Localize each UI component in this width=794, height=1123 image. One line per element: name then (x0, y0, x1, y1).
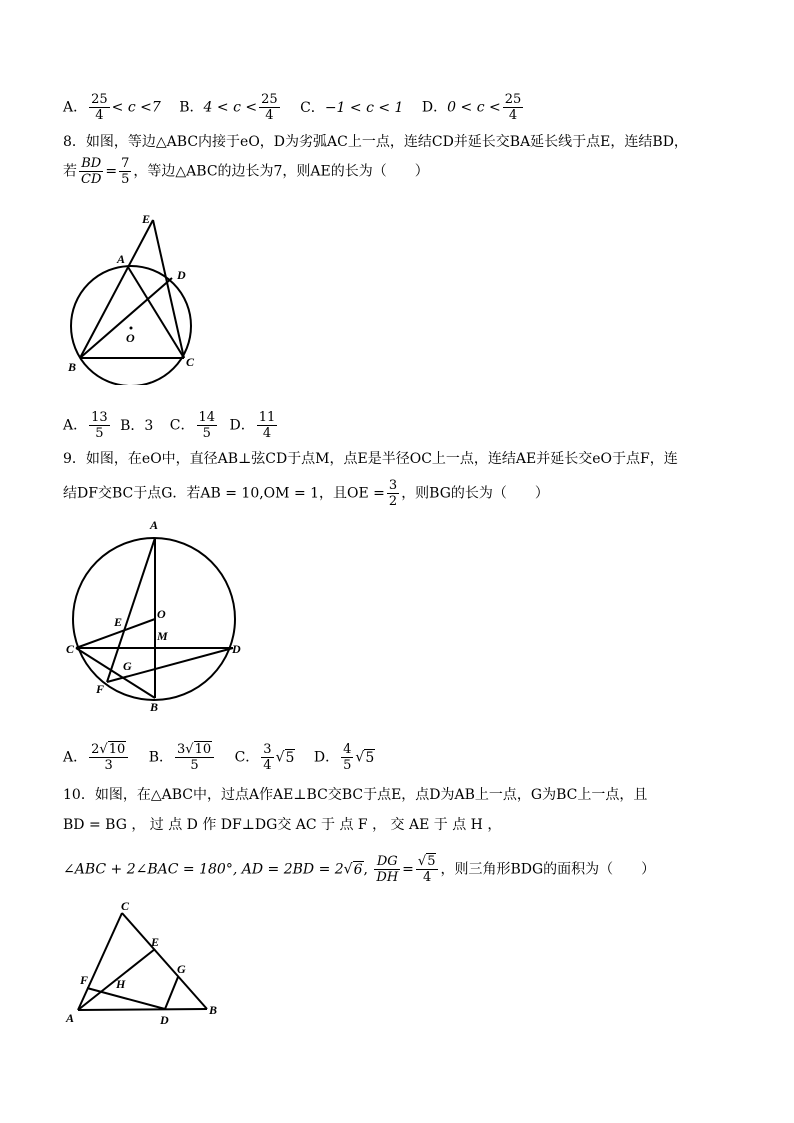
circle-o (71, 266, 191, 385)
q10-stem-line1: 10．如图，在△ABC中，过点A作AE⊥BC交BC于点E，点D为AB上一点，G为BC上一点，且 (63, 787, 648, 803)
segment-fd (87, 988, 165, 1009)
label-h: H (116, 977, 126, 991)
center-point (130, 327, 133, 330)
fraction: $\frac{11}{4}$ (258, 410, 276, 441)
q9-figure (60, 515, 260, 720)
fraction: $\frac{3}{2}$ (388, 478, 398, 509)
q8-stem-line1: 8．如图，等边△ABC内接于eO，D为劣弧AC上一点，连结CD并延长交BA延长线于点E，连结BD， (63, 134, 688, 150)
q9-option-d[interactable]: D． $\frac{4}{5}$ √5 (313, 742, 375, 773)
label-o: O (157, 607, 166, 621)
q9-option-c[interactable]: C． $\frac{3}{4}$ √5 (234, 742, 295, 773)
label-f: F (80, 973, 89, 987)
segment-ab (78, 1009, 207, 1010)
label-a: A (66, 1011, 75, 1025)
q8-option-b[interactable]: B．3 (120, 417, 154, 434)
fraction: $\frac{25}{4}$ (504, 92, 522, 123)
q9-options (63, 742, 389, 773)
fraction: $\frac{4}{5}$ (343, 742, 352, 773)
label-c: C (186, 355, 195, 369)
fraction: $\frac{3}{4}$ (263, 742, 272, 773)
label-a: A (150, 518, 159, 532)
label-o: O (126, 331, 135, 345)
label-b: B (68, 360, 77, 374)
label-m: M (157, 629, 168, 643)
label-e: E (114, 615, 123, 629)
q8-option-c[interactable]: C． $\frac{14}{5}$ (169, 410, 216, 441)
q7-option-a[interactable]: A． $\frac{25}{4}$ < c <7 (63, 92, 161, 123)
label-d: D (160, 1013, 169, 1027)
q7-option-d[interactable]: D．0 < c < $\frac{25}{4}$ (421, 92, 522, 123)
q8-figure (60, 205, 220, 385)
q7-options (63, 92, 539, 123)
segment-cb (122, 913, 207, 1009)
q8-options (63, 410, 293, 441)
q9-stem-line2: 结DF交BC于点G．若AB = 10,OM = 1，且OE = $\frac{3}{2}$ ，则BG的长为（ ） (63, 478, 549, 509)
q9-option-b[interactable]: B． $\frac{3√10}{5}$ (149, 742, 216, 773)
label-d: D (232, 642, 241, 656)
fraction: $\frac{7}{5}$ (121, 156, 130, 187)
q7-option-b[interactable]: B．4 < c < $\frac{25}{4}$ (179, 92, 278, 123)
segment-bd (80, 278, 172, 358)
q9-stem-line1: 9．如图，在eO中，直径AB⊥弦CD于点M，点E是半径OC上一点，连结AE并延长交eO于点F，连 (63, 451, 678, 467)
q8-option-a[interactable]: A． $\frac{13}{5}$ (63, 410, 108, 441)
q8-stem-line2: 若 $\frac{BD}{CD}$ = $\frac{7}{5}$ ，等边△ABC的边长为7，则AE的长为（ ） (63, 156, 429, 187)
fraction: $\frac{25}{4}$ (261, 92, 278, 123)
segment-dg (165, 977, 178, 1009)
label-d: D (177, 268, 186, 282)
fraction: $\frac{3√10}{5}$ (175, 742, 214, 773)
q10-figure (60, 897, 230, 1032)
label-c: C (66, 642, 75, 656)
q10-stem-line2: BD = BG ， 过 点 D 作 DF⊥DG交 AC 于 点 F ， 交 AE 于 点 H ， (63, 817, 502, 833)
label-c: C (121, 899, 130, 913)
label-b: B (209, 1003, 218, 1017)
label-a: A (117, 252, 126, 266)
label-f: F (96, 682, 105, 696)
fraction: $\frac{2√10}{3}$ (89, 742, 128, 773)
q9-option-a[interactable]: A． $\frac{2√10}{3}$ (63, 742, 130, 773)
label-e: E (142, 212, 151, 226)
label-e: E (151, 935, 160, 949)
q7-option-c[interactable]: C．−1 < c < 1 (300, 99, 404, 116)
q10-stem-line3: ∠ABC + 2∠BAC = 180°, AD = 2BD = 2√6, $\frac{DG}{DH}$ = $\frac{√5}{4}$ ，则三角形BDG的面积为（ ） (63, 854, 656, 885)
fraction: $\frac{14}{5}$ (198, 410, 216, 441)
segment-ac (128, 267, 184, 358)
fraction: $\frac{13}{5}$ (91, 410, 108, 441)
label-g: G (177, 962, 186, 976)
label-g: G (123, 659, 132, 673)
q8-option-d[interactable]: D． $\frac{11}{4}$ (229, 410, 276, 441)
fraction: $\frac{√5}{4}$ (416, 854, 439, 885)
label-b: B (150, 700, 159, 714)
fraction: $\frac{25}{4}$ (91, 92, 108, 123)
fraction: $\frac{DG}{DH}$ (376, 854, 399, 885)
fraction: $\frac{BD}{CD}$ (81, 156, 102, 187)
